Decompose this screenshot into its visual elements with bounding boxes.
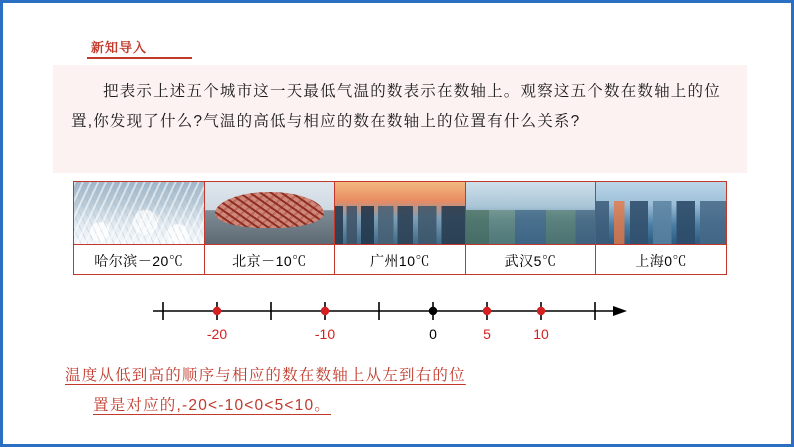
- number-line-label: 10: [533, 326, 549, 342]
- number-line-tick-labels: [207, 326, 549, 342]
- number-line-label: 5: [483, 326, 491, 342]
- number-line-axis: [153, 306, 627, 316]
- city-cell-shanghai: [596, 182, 726, 274]
- number-line-label: -20: [206, 326, 228, 342]
- number-line-point: [429, 307, 437, 315]
- conclusion-line-2: 置是对应的,-20<-10<0<5<10。: [93, 397, 331, 414]
- city-cell-wuhan: [466, 182, 597, 274]
- section-heading: 新知导入: [91, 40, 148, 55]
- city-cell-guangzhou: [335, 182, 466, 274]
- city-caption-guangzhou: 广州10℃: [335, 244, 465, 274]
- city-photo-strip: [73, 181, 727, 275]
- number-line-label: 0: [429, 326, 437, 342]
- guangzhou-skyline-photo: [335, 182, 465, 244]
- city-cell-beijing: [205, 182, 336, 274]
- number-line-label: -10: [314, 326, 336, 342]
- city-caption-harbin: 哈尔滨－20℃: [74, 244, 204, 274]
- beijing-stadium-photo: [205, 182, 335, 244]
- number-line-point: [213, 307, 221, 315]
- number-line-point: [483, 307, 491, 315]
- conclusion-text: [65, 361, 745, 421]
- conclusion-line-1: 温度从低到高的顺序与相应的数在数轴上从左到右的位: [65, 367, 466, 384]
- city-caption-beijing: 北京－10℃: [205, 244, 335, 274]
- number-line-point: [321, 307, 329, 315]
- prompt-box: [53, 65, 747, 173]
- shanghai-skyline-photo: [596, 182, 726, 244]
- wuhan-river-photo: [466, 182, 596, 244]
- number-line-point: [537, 307, 545, 315]
- harbin-snow-photo: [74, 182, 204, 244]
- city-caption-wuhan: 武汉5℃: [466, 244, 596, 274]
- city-caption-shanghai: 上海0℃: [596, 244, 726, 274]
- city-cell-harbin: [74, 182, 205, 274]
- prompt-text: 把表示上述五个城市这一天最低气温的数表示在数轴上。观察这五个数在数轴上的位置,你发现了什么?气温的高低与相应的数在数轴上的位置有什么关系?: [71, 83, 721, 130]
- section-heading-underline: [87, 57, 192, 59]
- number-line-figure: [153, 289, 633, 359]
